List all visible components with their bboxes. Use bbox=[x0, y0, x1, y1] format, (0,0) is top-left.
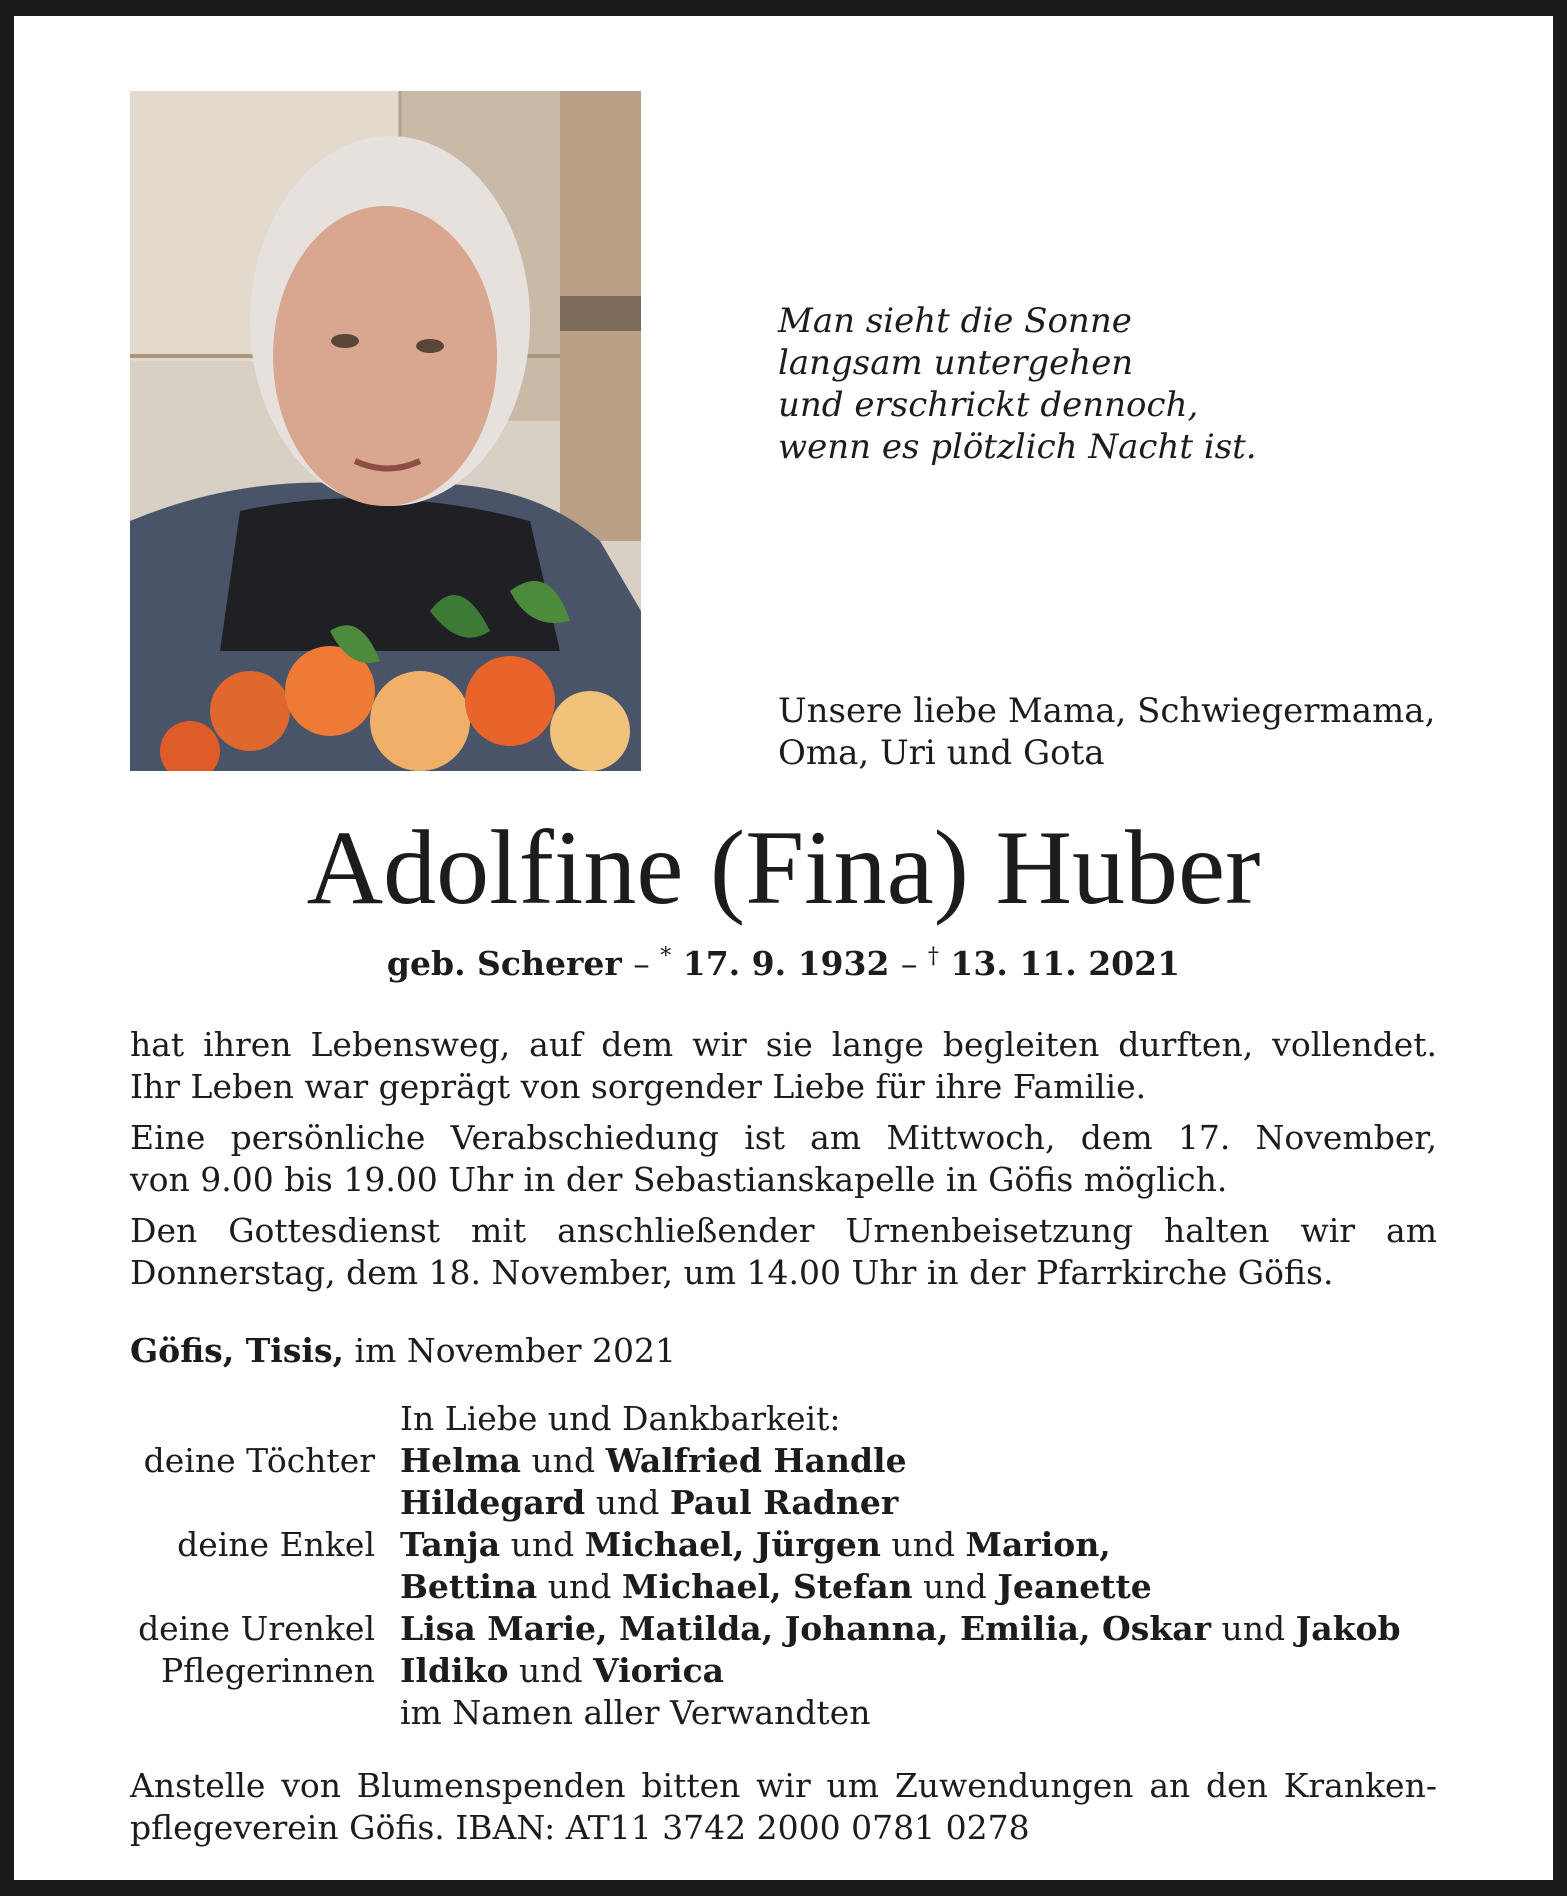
life-dates bbox=[130, 936, 1437, 985]
paragraph-3 bbox=[130, 1210, 1437, 1294]
intro-text bbox=[778, 690, 1435, 774]
poem-line: wenn es plötzlich Nacht ist. bbox=[778, 427, 1257, 467]
mourner-name: Tanja bbox=[400, 1525, 501, 1564]
connector-text: und bbox=[880, 1525, 966, 1564]
mourner-role: deine Urenkel bbox=[138, 1609, 375, 1648]
paragraph-line: von 9.00 bis 19.00 Uhr in der Sebastianskapelle in Göfis möglich. bbox=[130, 1160, 1228, 1199]
paragraph-line: Ihr Leben war geprägt von sorgender Liebe für ihre Familie. bbox=[130, 1067, 1147, 1106]
mourner-names bbox=[400, 1440, 907, 1482]
poem-line: langsam untergehen bbox=[778, 343, 1134, 383]
paragraph-2 bbox=[130, 1117, 1437, 1201]
poem-line: und erschrickt dennoch, bbox=[778, 385, 1199, 425]
death-symbol: † bbox=[927, 944, 939, 969]
portrait-photo bbox=[130, 91, 641, 771]
intro-line: Unsere liebe Mama, Schwiegermama, bbox=[778, 691, 1436, 731]
paragraph-line: Eine persönliche Verabschiedung ist am Mittwoch, dem 17. November, bbox=[130, 1118, 1437, 1157]
birth-date: 17. 9. 1932 bbox=[682, 944, 890, 983]
mourner-name: Michael, Stefan bbox=[621, 1567, 913, 1606]
place: Göfis, Tisis, bbox=[130, 1331, 345, 1370]
mourner-name: Lisa Marie, Matilda, Johanna, Emilia, Oskar bbox=[400, 1609, 1211, 1648]
paragraph-line: hat ihren Lebensweg, auf dem wir sie lange begleiten durften, vollendet. bbox=[130, 1025, 1437, 1064]
mourner-names bbox=[400, 1650, 724, 1692]
connector-text: und bbox=[912, 1567, 998, 1606]
paragraph-line: Donnerstag, dem 18. November, um 14.00 Uhr in der Pfarrkirche Göfis. bbox=[130, 1253, 1334, 1292]
mourner-name: Jakob bbox=[1295, 1609, 1401, 1648]
mourner-name: Walfried Handle bbox=[605, 1441, 907, 1480]
mourner-names bbox=[400, 1608, 1401, 1650]
connector-text: und bbox=[537, 1567, 622, 1606]
mourner-name: Ildiko bbox=[400, 1651, 509, 1690]
mourner-name: Bettina bbox=[400, 1567, 538, 1606]
paragraph-line: Den Gottesdienst mit anschließender Urnenbeisetzung halten wir am bbox=[130, 1211, 1437, 1250]
mourner-names bbox=[400, 1482, 898, 1524]
mourner-name: Helma bbox=[400, 1441, 522, 1480]
intro-line: Oma, Uri und Gota bbox=[778, 733, 1105, 773]
connector-text: und bbox=[585, 1483, 670, 1522]
mourner-name: Paul Radner bbox=[669, 1483, 899, 1522]
mourners-heading: In Liebe und Dankbarkeit: bbox=[400, 1399, 841, 1438]
connector-text: und bbox=[508, 1651, 594, 1690]
footer-line: pflegeverein Göfis. IBAN: AT11 3742 2000 0781 0278 bbox=[130, 1808, 1030, 1847]
connector-text: und bbox=[500, 1525, 585, 1564]
mourner-name: Marion, bbox=[965, 1525, 1111, 1564]
mourners-closing: im Namen aller Verwandten bbox=[400, 1693, 871, 1732]
donation-note bbox=[130, 1765, 1437, 1849]
mourner-role: deine Enkel bbox=[177, 1525, 375, 1564]
mourner-name: Hildegard bbox=[400, 1483, 586, 1522]
connector-text: und bbox=[1211, 1609, 1296, 1648]
separator: – bbox=[633, 944, 650, 983]
place-date bbox=[130, 1330, 676, 1372]
mourner-names bbox=[400, 1566, 1152, 1608]
birth-symbol: * bbox=[660, 944, 672, 969]
footer-line: Anstelle von Blumenspenden bitten wir um Zuwendungen an den Kranken- bbox=[130, 1766, 1437, 1805]
mourner-name: Viorica bbox=[593, 1651, 725, 1690]
separator: – bbox=[900, 944, 918, 983]
mourner-role: Pflegerinnen bbox=[160, 1651, 375, 1690]
mourner-name: Michael, Jürgen bbox=[584, 1525, 881, 1564]
poem-line: Man sieht die Sonne bbox=[778, 301, 1132, 341]
death-date: 13. 11. 2021 bbox=[950, 944, 1181, 983]
connector-text: und bbox=[521, 1441, 606, 1480]
deceased-name: Adolfine (Fina) Huber bbox=[306, 809, 1261, 926]
poem bbox=[778, 300, 1257, 468]
mourner-role: deine Töchter bbox=[143, 1441, 375, 1480]
mourner-names bbox=[400, 1524, 1111, 1566]
date: im November 2021 bbox=[344, 1331, 676, 1370]
paragraph-1 bbox=[130, 1024, 1437, 1108]
maiden-name: geb. Scherer bbox=[386, 944, 622, 983]
mourner-name: Jeanette bbox=[997, 1567, 1152, 1606]
